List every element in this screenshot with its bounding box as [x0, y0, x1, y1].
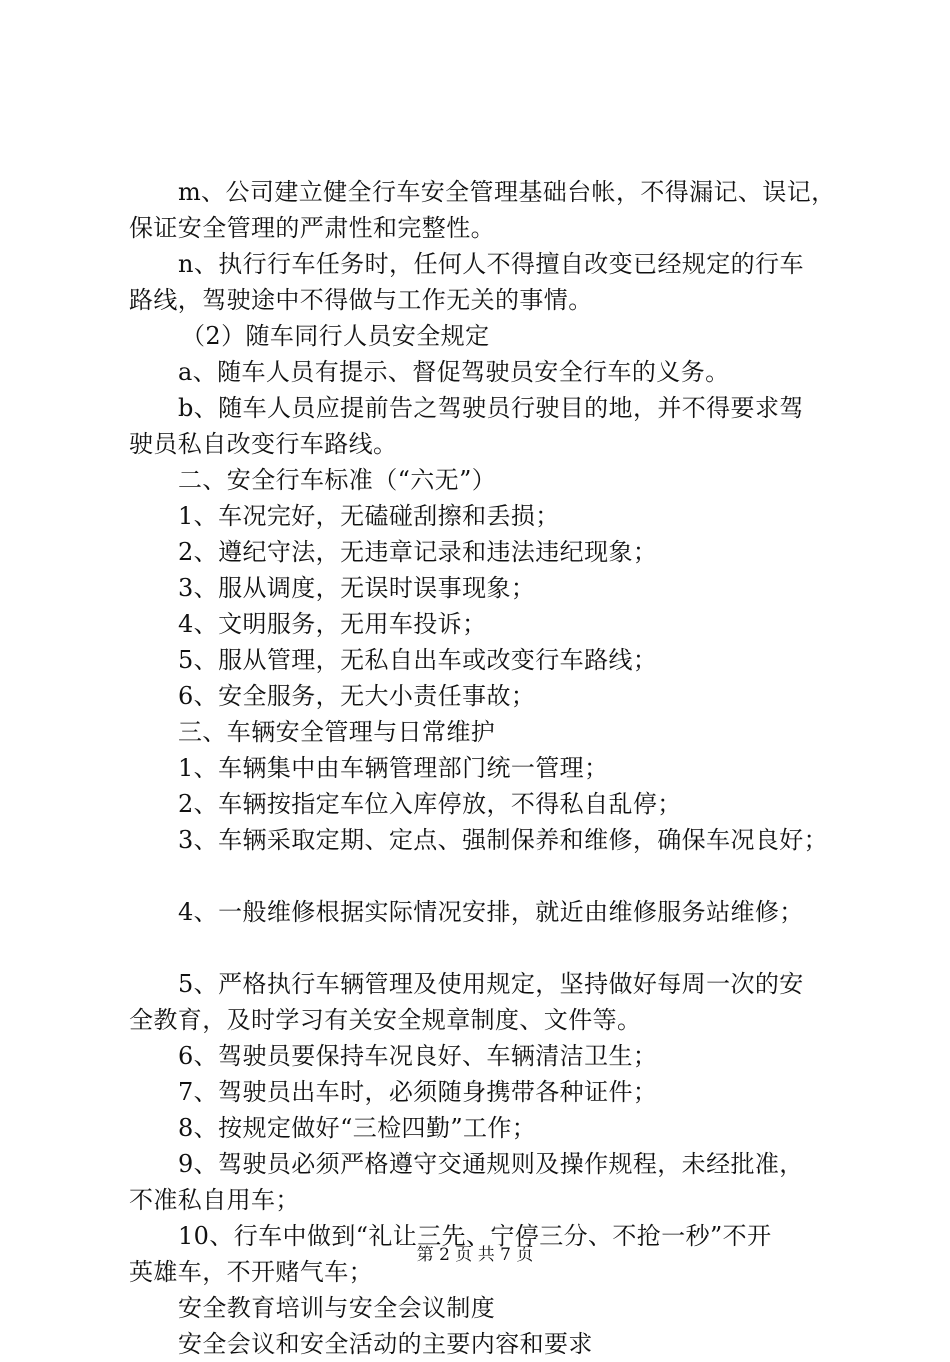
paragraph-line: 保证安全管理的严肃性和完整性。	[129, 214, 495, 242]
section-heading: 安全会议和安全活动的主要内容和要求	[178, 1330, 593, 1358]
section-heading: 三、车辆安全管理与日常维护	[178, 718, 496, 746]
list-item: 2、车辆按指定车位入库停放，不得私自乱停；	[178, 790, 682, 818]
paragraph-line: 驶员私自改变行车路线。	[129, 430, 398, 458]
list-item: 8、按规定做好“三检四勤”工作；	[178, 1114, 537, 1142]
list-item: 1、车况完好，无磕碰刮擦和丢损；	[178, 502, 560, 530]
blank-line	[129, 930, 841, 966]
list-item: 1、车辆集中由车辆管理部门统一管理；	[178, 754, 609, 782]
list-item: 3、车辆采取定期、定点、强制保养和维修，确保车况良好；	[178, 826, 829, 854]
list-item: 4、文明服务，无用车投诉；	[178, 610, 487, 638]
list-item: 5、严格执行车辆管理及使用规定，坚持做好每周一次的安	[178, 970, 804, 998]
paragraph-line: 全教育，及时学习有关安全规章制度、文件等。	[129, 1006, 642, 1034]
list-item: 6、驾驶员要保持车况良好、车辆清洁卫生；	[178, 1042, 658, 1070]
list-item: 5、服从管理，无私自出车或改变行车路线；	[178, 646, 658, 674]
list-item: 7、驾驶员出车时，必须随身携带各种证件；	[178, 1078, 658, 1106]
section-heading: 二、安全行车标准（“六无”）	[178, 466, 497, 494]
list-item: 2、遵纪守法，无违章记录和违法违纪现象；	[178, 538, 658, 566]
paragraph-line: m、公司建立健全行车安全管理基础台帐，不得漏记、误记，	[178, 178, 836, 206]
list-item: 3、服从调度，无误时误事现象；	[178, 574, 536, 602]
paragraph-line: a、随车人员有提示、督促驾驶员安全行车的义务。	[178, 358, 730, 386]
document-body	[129, 174, 841, 1362]
paragraph-line: n、执行行车任务时，任何人不得擅自改变已经规定的行车	[178, 250, 804, 278]
list-item: 10、行车中做到“礼让三先、宁停三分、不抢一秒”不开	[178, 1222, 772, 1250]
list-item: 6、安全服务，无大小责任事故；	[178, 682, 536, 710]
blank-line	[129, 858, 841, 894]
paragraph-line: 英雄车，不开赌气车；	[129, 1258, 373, 1286]
section-heading: 安全教育培训与安全会议制度	[178, 1294, 496, 1322]
list-item: 9、驾驶员必须严格遵守交通规则及操作规程，未经批准，	[178, 1150, 804, 1178]
list-item: 4、一般维修根据实际情况安排，就近由维修服务站维修；	[178, 898, 804, 926]
paragraph-line: 路线，驾驶途中不得做与工作无关的事情。	[129, 286, 593, 314]
page-footer: 第 2 页 共 7 页	[416, 1245, 534, 1265]
paragraph-line: b、随车人员应提前告之驾驶员行驶目的地，并不得要求驾	[178, 394, 804, 422]
paragraph-line: 不准私自用车；	[129, 1186, 300, 1214]
section-heading: （2）随车同行人员安全规定	[181, 322, 490, 350]
